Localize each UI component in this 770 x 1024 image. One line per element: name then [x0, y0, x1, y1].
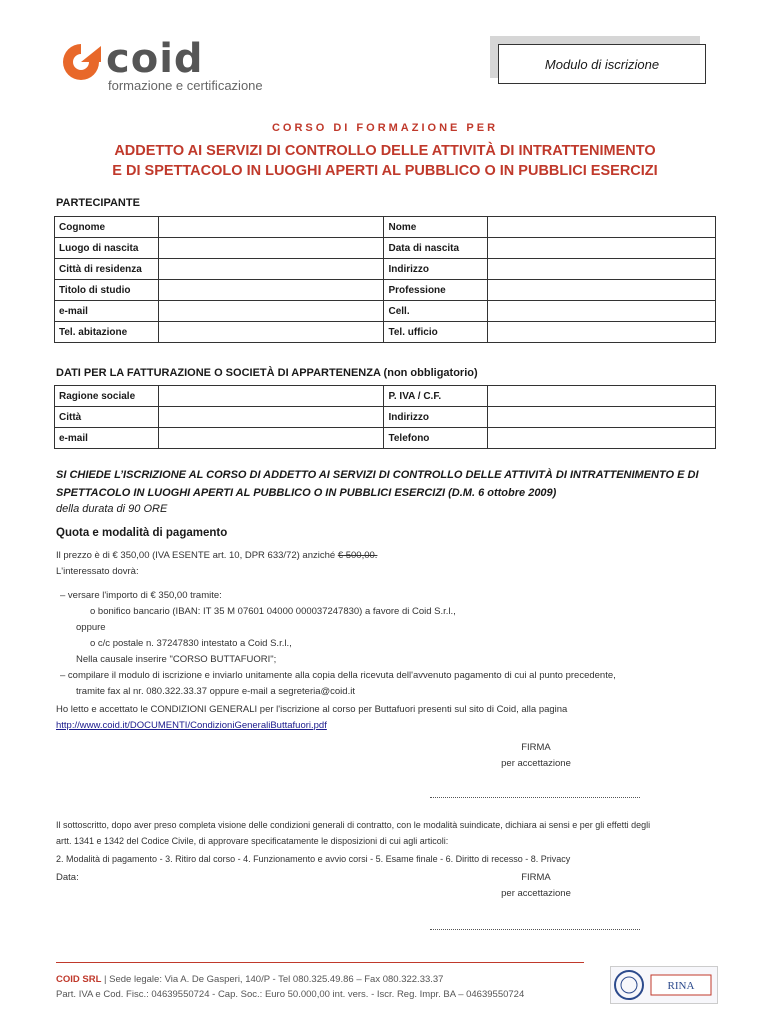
mobile-field[interactable] — [488, 301, 716, 322]
cert-label: RINA — [667, 980, 695, 992]
table-row — [55, 386, 716, 407]
billing-phone-label: Telefono — [384, 428, 488, 449]
address-label: Indirizzo — [384, 259, 488, 280]
name-field[interactable] — [488, 217, 716, 238]
company-name-field[interactable] — [158, 386, 384, 407]
table-row — [55, 238, 716, 259]
billing-heading: DATI PER LA FATTURAZIONE O SOCIETÀ DI APPARTENENZA (non obbligatorio) — [56, 367, 478, 379]
signature-line-2[interactable] — [430, 928, 640, 930]
surname-label: Cognome — [55, 217, 159, 238]
profession-label: Professione — [384, 280, 488, 301]
postal-account-option: o c/c postale n. 37247830 intestato a Coid S.r.l., — [90, 638, 292, 649]
email-field[interactable] — [158, 301, 384, 322]
table-row — [55, 280, 716, 301]
education-label: Titolo di studio — [55, 280, 159, 301]
payment-reference-note: Nella causale inserire "CORSO BUTTAFUORI"; — [76, 654, 277, 665]
bank-transfer-option: o bonifico bancario (IBAN: IT 35 M 07601 04000 000037247830) a favore di Coid S.r.l., — [90, 606, 456, 617]
certification-seal-icon — [611, 967, 717, 1003]
city-label: Città di residenza — [55, 259, 159, 280]
payment-details — [56, 548, 716, 700]
signature-sub: per accettazione — [501, 758, 571, 769]
education-field[interactable] — [158, 280, 384, 301]
birthplace-field[interactable] — [158, 238, 384, 259]
billing-phone-field[interactable] — [488, 428, 716, 449]
module-label: Modulo di iscrizione — [498, 44, 706, 84]
logo-tagline: formazione e certificazione — [108, 78, 263, 93]
enrollment-request: SI CHIEDE L’ISCRIZIONE AL CORSO DI ADDETTO AI SERVIZI DI CONTROLLO DELLE ATTIVITÀ DI INTRATTENIMENTO E DI SPETTACOLO IN LUOGHI APERTI AL PUBBLICO O IN PUBBLICI ESERCIZI (D.M. 6 ottobre 2009) — [56, 469, 699, 499]
vat-field[interactable] — [488, 386, 716, 407]
course-duration: della durata di 90 ORE — [56, 503, 168, 515]
profession-field[interactable] — [488, 280, 716, 301]
footer-contacts: | Sede legale: Via A. De Gasperi, 140/P - Tel 080.325.49.86 – Fax 080.322.33.37 — [101, 974, 444, 985]
course-title — [0, 141, 770, 181]
billing-city-field[interactable] — [158, 407, 384, 428]
footer-divider — [56, 962, 584, 963]
signature-block-2 — [456, 870, 616, 902]
terms-link[interactable]: http://www.coid.it/DOCUMENTI/CondizioniGeneraliButtafuori.pdf — [56, 720, 327, 731]
signature-label: FIRMA — [521, 872, 551, 883]
footer-legal: Part. IVA e Cod. Fisc.: 04639550724 - Cap. Soc.: Euro 50.000,00 int. vers. - Iscr. Reg. Impr. BA – 04639550724 — [56, 989, 525, 1000]
instructions-intro: L'interessato dovrà: — [56, 566, 139, 577]
billing-email-label: e-mail — [55, 428, 159, 449]
old-price: € 500,00. — [337, 550, 378, 561]
course-title-line2: E DI SPETTACOLO IN LUOGHI APERTI AL PUBBLICO O IN PUBBLICI ESERCIZI — [112, 163, 658, 179]
certification-badge — [610, 966, 718, 1004]
name-label: Nome — [384, 217, 488, 238]
terms-text: Ho letto e accettato le CONDIZIONI GENERALI per l'iscrizione al corso per Buttafuori presenti sul sito di Coid, alla pagina — [56, 704, 568, 715]
city-field[interactable] — [158, 259, 384, 280]
billing-email-field[interactable] — [158, 428, 384, 449]
table-row — [55, 428, 716, 449]
footer-company: COID SRL — [56, 974, 102, 985]
payment-step-2: – compilare il modulo di iscrizione e inviarlo unitamente alla copia della ricevuta dell'avvenuto pagamento di cui al punto precedente, — [60, 670, 616, 681]
billing-address-field[interactable] — [488, 407, 716, 428]
table-row — [55, 259, 716, 280]
terms-block — [56, 702, 716, 734]
birthdate-field[interactable] — [488, 238, 716, 259]
office-phone-label: Tel. ufficio — [384, 322, 488, 343]
mobile-label: Cell. — [384, 301, 488, 322]
course-kicker: CORSO DI FORMAZIONE PER — [271, 122, 499, 134]
clauses-list: 2. Modalità di pagamento - 3. Ritiro dal corso - 4. Funzionamento e avvio corsi - 5. Esame finale - 6. Diritto di recesso - 8. Privacy — [56, 854, 571, 864]
home-phone-field[interactable] — [158, 322, 384, 343]
payment-heading: Quota e modalità di pagamento — [56, 527, 228, 539]
payment-step-1: – versare l'importo di € 350,00 tramite: — [60, 590, 222, 601]
coid-logo-mark-icon — [56, 40, 106, 84]
birthdate-label: Data di nascita — [384, 238, 488, 259]
office-phone-field[interactable] — [488, 322, 716, 343]
address-field[interactable] — [488, 259, 716, 280]
billing-city-label: Città — [55, 407, 159, 428]
signature-sub: per accettazione — [501, 888, 571, 899]
signature-label: FIRMA — [521, 742, 551, 753]
course-title-line1: ADDETTO AI SERVIZI DI CONTROLLO DELLE ATTIVITÀ DI INTRATTENIMENTO — [114, 143, 656, 159]
price-line — [56, 548, 716, 564]
signature-block-1 — [456, 740, 616, 772]
logo-wordmark: coid — [106, 36, 204, 82]
signature-line-1[interactable] — [430, 796, 640, 798]
table-row — [55, 217, 716, 238]
home-phone-label: Tel. abitazione — [55, 322, 159, 343]
send-instructions: tramite fax al nr. 080.322.33.37 oppure e-mail a segreteria@coid.it — [76, 686, 355, 697]
billing-address-label: Indirizzo — [384, 407, 488, 428]
company-name-label: Ragione sociale — [55, 386, 159, 407]
price-text: Il prezzo è di € 350,00 (IVA ESENTE art. 10, DPR 633/72) anziché — [56, 550, 336, 561]
billing-table — [54, 385, 716, 449]
table-row — [55, 407, 716, 428]
table-row — [55, 322, 716, 343]
participant-table — [54, 216, 716, 343]
table-row — [55, 301, 716, 322]
clauses-text-2: artt. 1341 e 1342 del Codice Civile, di approvare specificatamente le disposizioni di cui agli articoli: — [56, 836, 449, 846]
footer-address — [56, 974, 443, 985]
participant-heading: PARTECIPANTE — [56, 197, 140, 209]
email-label: e-mail — [55, 301, 159, 322]
surname-field[interactable] — [158, 217, 384, 238]
date-label: Data: — [56, 872, 79, 883]
clauses-block — [56, 817, 726, 867]
vat-label: P. IVA / C.F. — [384, 386, 488, 407]
or-label: oppure — [76, 622, 106, 633]
birthplace-label: Luogo di nascita — [55, 238, 159, 259]
clauses-text-1: Il sottoscritto, dopo aver preso completa visione delle condizioni generali di contratto, con le modalità suindicate, dichiara ai sensi e per gli effetti degli — [56, 820, 651, 830]
